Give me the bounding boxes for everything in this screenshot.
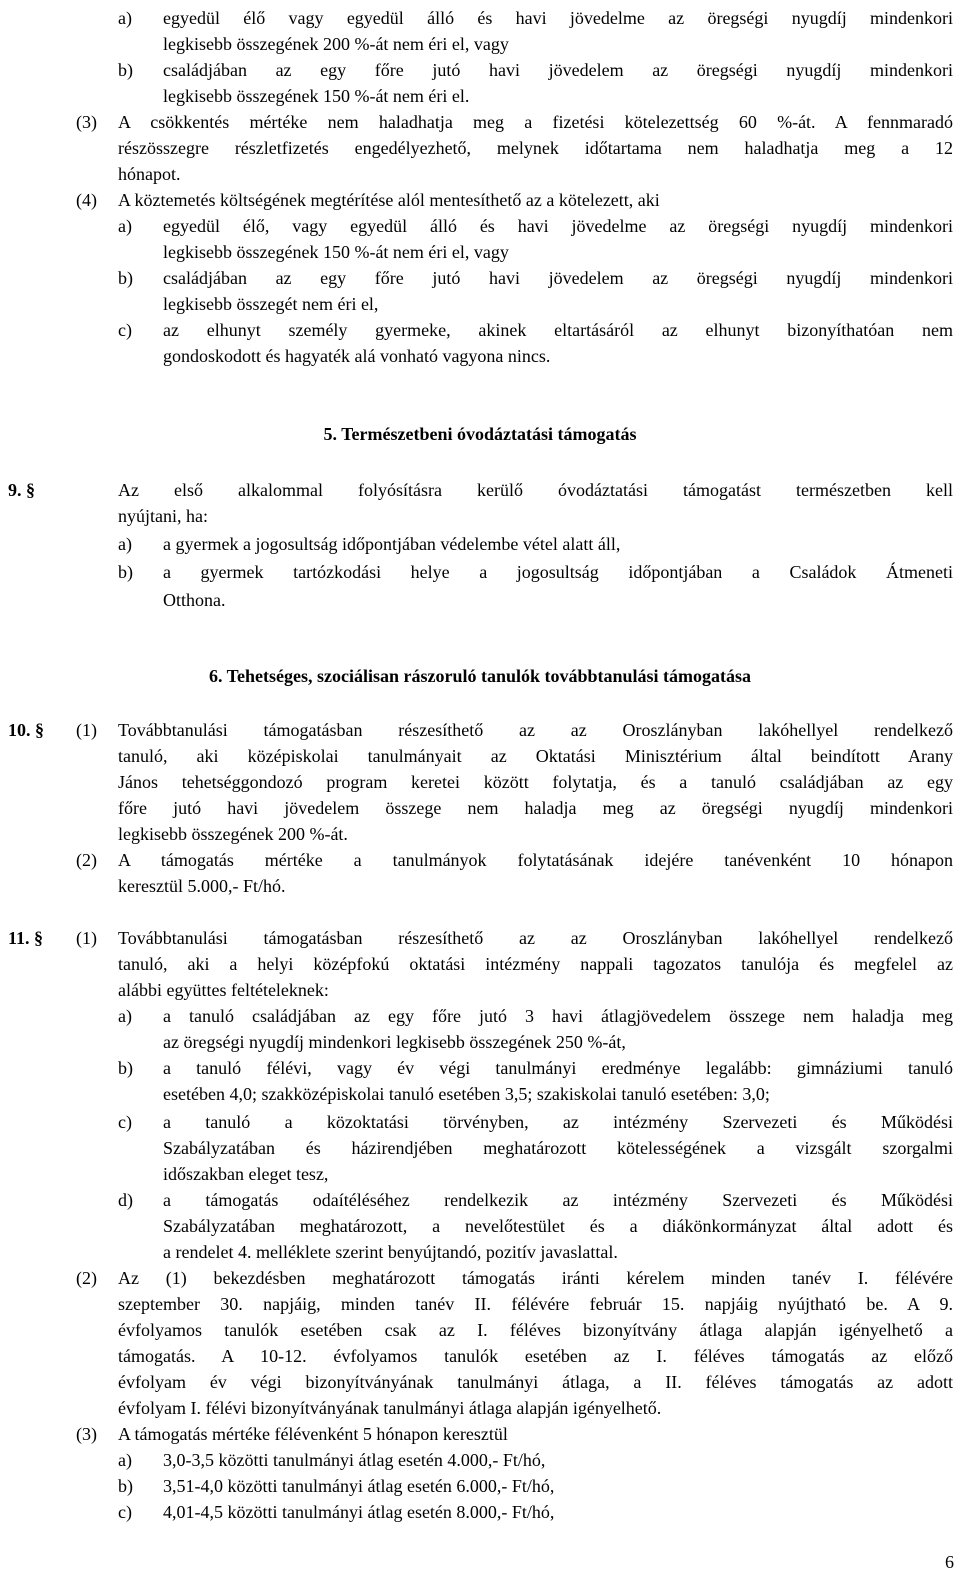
- paragraph-text: keresztül 5.000,- Ft/hó.: [118, 876, 286, 896]
- item-text: egyedül élő vagy egyedül álló és havi jövedelme az öregségi nyugdíj mindenkori: [163, 8, 953, 28]
- item-label: b): [118, 60, 133, 80]
- item-text: 3,51-4,0 közötti tanulmányi átlag esetén 6.000,- Ft/hó,: [163, 1476, 555, 1496]
- paragraph-text: A köztemetés költségének megtérítése alól mentesíthető az a kötelezett, aki: [118, 190, 660, 210]
- paragraph-number: (3): [76, 112, 97, 132]
- paragraph-text: évfolyam év végi bizonyítványának tanulmányi átlaga, a II. féléves támogatás az adott: [118, 1372, 953, 1392]
- paragraph-text: főre jutó havi jövedelem összege nem haladja meg az öregségi nyugdíj mindenkori: [118, 798, 953, 818]
- paragraph-text: János tehetséggondozó program keretei között folytatja, és a tanuló családjában az egy: [118, 772, 953, 792]
- item-label: b): [118, 562, 133, 582]
- paragraph-text: A támogatás mértéke félévenként 5 hónapon keresztül: [118, 1424, 508, 1444]
- paragraph-text: évfolyam I. félévi bizonyítványának tanulmányi átlaga alapján igényelhető.: [118, 1398, 662, 1418]
- paragraph-text: évfolyamos tanulók esetében csak az I. féléves bizonyítvány átlaga alapján igényelhető a: [118, 1320, 953, 1340]
- item-label: a): [118, 1006, 132, 1026]
- paragraph-text: A csökkentés mértéke nem haladhatja meg a fizetési kötelezettség 60 %-át. A fennmaradó: [118, 112, 953, 132]
- paragraph-text: részösszegre részletfizetés engedélyezhető, melynek időtartama nem haladhatja meg a 12: [118, 138, 953, 158]
- paragraph-text: Az (1) bekezdésben meghatározott támogatás iránti kérelem minden tanév I. félévére: [118, 1268, 953, 1288]
- paragraph-text: Továbbtanulási támogatásban részesíthető az az Oroszlányban lakóhellyel rendelkező: [118, 928, 953, 948]
- page-number: 6: [945, 1552, 954, 1572]
- item-label: a): [118, 1450, 132, 1470]
- paragraph-text: Az első alkalommal folyósításra kerülő óvodáztatási támogatást természetben kell: [118, 480, 953, 500]
- section-heading: 5. Természetbeni óvodáztatási támogatás: [323, 424, 637, 444]
- item-text: egyedül élő, vagy egyedül álló és havi jövedelme az öregségi nyugdíj mindenkori: [163, 216, 953, 236]
- section-heading: 6. Tehetséges, szociálisan rászoruló tanulók továbbtanulási támogatása: [208, 666, 752, 686]
- paragraph-text: szeptember 30. napjáig, minden tanév II. félévére február 15. napjáig nyújtható be. A 9.: [118, 1294, 953, 1314]
- paragraph-text: legkisebb összegének 200 %-át.: [118, 824, 348, 844]
- item-text: az elhunyt személy gyermeke, akinek eltartásáról az elhunyt bizonyíthatóan nem: [163, 320, 953, 340]
- item-text: Otthona.: [163, 590, 226, 610]
- item-text: legkisebb összegének 200 %-át nem éri el, vagy: [163, 34, 509, 54]
- item-text: 3,0-3,5 közötti tanulmányi átlag esetén 4.000,- Ft/hó,: [163, 1450, 546, 1470]
- item-text: esetében 4,0; szakközépiskolai tanuló esetében 3,5; szakiskolai tanuló esetében: 3,0;: [163, 1084, 770, 1104]
- item-label: a): [118, 8, 132, 28]
- item-text: a rendelet 4. melléklete szerint benyújtandó, pozitív javaslattal.: [163, 1242, 618, 1262]
- item-label: b): [118, 268, 133, 288]
- paragraph-number: (3): [76, 1424, 97, 1444]
- paragraph-text: támogatás. A 10-12. évfolyamos tanulók esetében az I. féléves támogatás az előző: [118, 1346, 953, 1366]
- section-number: 11. §: [8, 928, 44, 948]
- item-text: Szabályzatában és házirendjében meghatározott kötelességének a vizsgált szorgalmi: [163, 1138, 953, 1158]
- item-text: időszakban eleget tesz,: [163, 1164, 329, 1184]
- item-label: a): [118, 216, 132, 236]
- paragraph-text: A támogatás mértéke a tanulmányok folytatásának idejére tanévenként 10 hónapon: [118, 850, 953, 870]
- item-text: a gyermek a jogosultság időpontjában védelembe vétel alatt áll,: [163, 534, 621, 554]
- item-label: b): [118, 1058, 133, 1078]
- item-text: a gyermek tartózkodási helye a jogosultság időpontjában a Családok Átmeneti: [163, 562, 953, 582]
- paragraph-number: (2): [76, 850, 97, 870]
- item-text: a támogatás odaítéléséhez rendelkezik az intézmény Szervezeti és Működési: [163, 1190, 953, 1210]
- paragraph-number: (1): [76, 928, 97, 948]
- paragraph-number: (1): [76, 720, 97, 740]
- paragraph-text: tanuló, aki a helyi középfokú oktatási intézmény nappali tagozatos tanulója és megfelel az: [118, 954, 953, 974]
- paragraph-number: (2): [76, 1268, 97, 1288]
- section-number: 10. §: [8, 720, 44, 740]
- item-text: az öregségi nyugdíj mindenkori legkisebb összegének 250 %-át,: [163, 1032, 626, 1052]
- item-label: a): [118, 534, 132, 554]
- item-label: c): [118, 320, 132, 340]
- paragraph-text: alábbi együttes feltételeknek:: [118, 980, 329, 1000]
- paragraph-text: nyújtani, ha:: [118, 506, 208, 526]
- item-text: gondoskodott és hagyaték alá vonható vagyona nincs.: [163, 346, 551, 366]
- paragraph-number: (4): [76, 190, 97, 210]
- item-label: b): [118, 1476, 133, 1496]
- item-label: c): [118, 1112, 132, 1132]
- item-text: családjában az egy főre jutó havi jövedelem az öregségi nyugdíj mindenkori: [163, 60, 953, 80]
- item-text: legkisebb összegét nem éri el,: [163, 294, 379, 314]
- item-text: családjában az egy főre jutó havi jövedelem az öregségi nyugdíj mindenkori: [163, 268, 953, 288]
- item-text: 4,01-4,5 közötti tanulmányi átlag esetén 8.000,- Ft/hó,: [163, 1502, 555, 1522]
- item-text: a tanuló családjában az egy főre jutó 3 havi átlagjövedelem összege nem haladja meg: [163, 1006, 953, 1026]
- section-number: 9. §: [8, 480, 35, 500]
- paragraph-text: hónapot.: [118, 164, 181, 184]
- item-label: c): [118, 1502, 132, 1522]
- item-text: legkisebb összegének 150 %-át nem éri el.: [163, 86, 470, 106]
- paragraph-text: tanuló, aki középiskolai tanulmányait az Oktatási Minisztérium által beindított Arany: [118, 746, 953, 766]
- item-text: a tanuló a közoktatási törvényben, az intézmény Szervezeti és Működési: [163, 1112, 953, 1132]
- item-text: legkisebb összegének 150 %-át nem éri el, vagy: [163, 242, 509, 262]
- item-label: d): [118, 1190, 133, 1210]
- paragraph-text: Továbbtanulási támogatásban részesíthető az az Oroszlányban lakóhellyel rendelkező: [118, 720, 953, 740]
- item-text: Szabályzatában meghatározott, a nevelőtestület és a diákönkormányzat által adott és: [163, 1216, 953, 1236]
- item-text: a tanuló félévi, vagy év végi tanulmányi eredménye legalább: gimnáziumi tanuló: [163, 1058, 953, 1078]
